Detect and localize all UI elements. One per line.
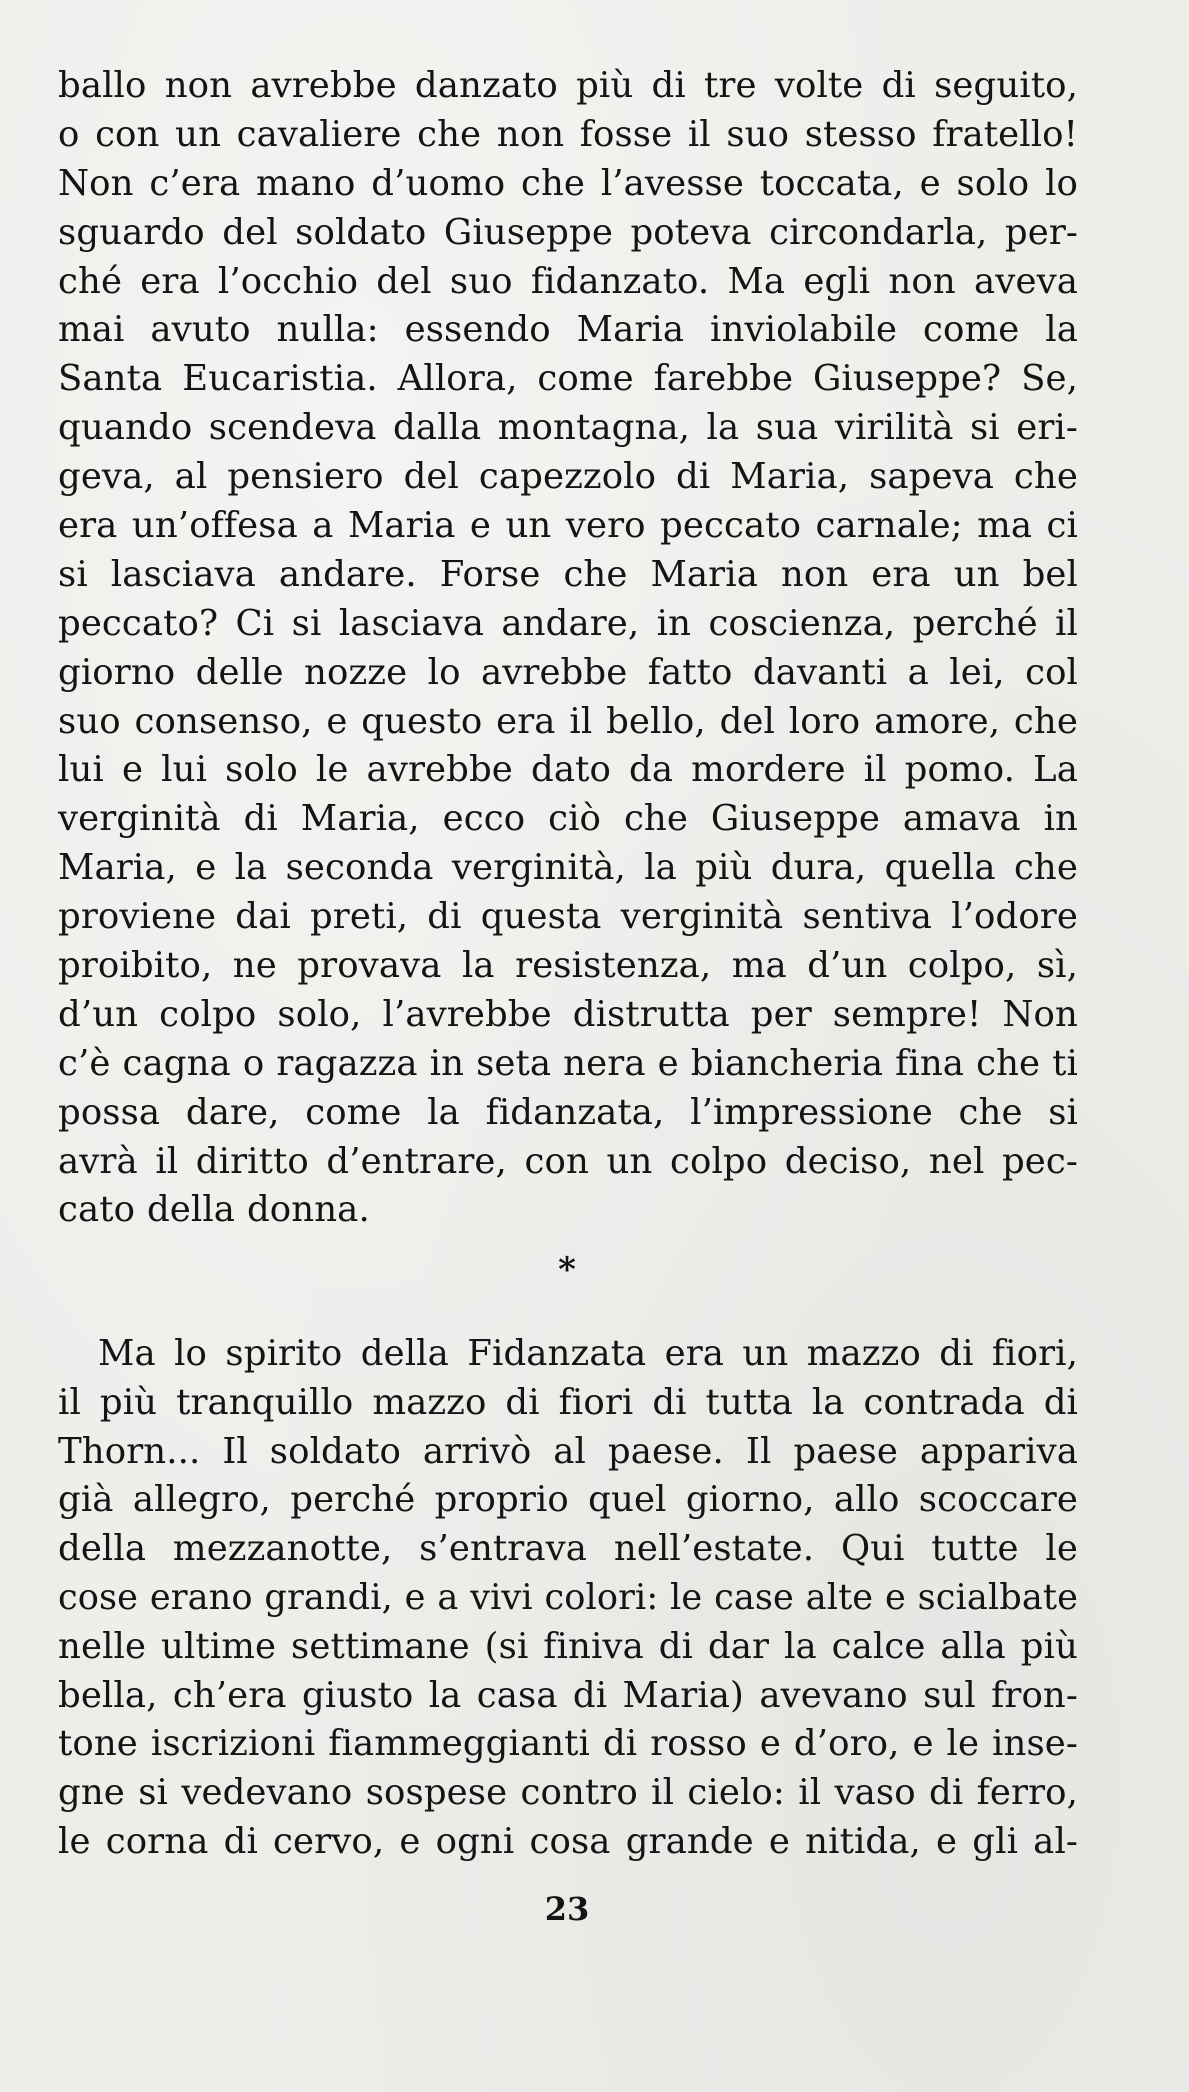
text-line: Maria, e la seconda verginità, la più dura, quella che [58,847,1078,889]
text-line: Non c’era mano d’uomo che l’avesse toccata, e solo lo [58,162,1078,204]
text-line: avrà il diritto d’entrare, con un colpo deciso, nel pec- [58,1140,1078,1182]
text-line: lui e lui solo le avrebbe dato da mordere il pomo. La [58,749,1078,791]
page-number: 23 [544,1890,590,1928]
text-line: tone iscrizioni fiammeggianti di rosso e d’oro, e le inse- [58,1723,1078,1765]
text-line: possa dare, come la fidanzata, l’impressione che si [58,1091,1078,1133]
text-line: Santa Eucaristia. Allora, come farebbe Giuseppe? Se, [58,358,1078,400]
text-line: il più tranquillo mazzo di fiori di tutta la contrada di [58,1381,1078,1423]
text-line: bella, ch’era giusto la casa di Maria) avevano sul fron- [58,1674,1078,1716]
text-line: o con un cavaliere che non fosse il suo stesso fratello! [58,113,1078,155]
text-line: ballo non avrebbe danzato più di tre volte di seguito, [58,65,1078,106]
text-line: gne si vedevano sospese contro il cielo: il vaso di ferro, [58,1772,1078,1814]
text-line: mai avuto nulla: essendo Maria inviolabile come la [58,309,1078,351]
text-line: cato della donna. [58,1189,370,1231]
text-line: era un’offesa a Maria e un vero peccato carnale; ma ci [58,505,1078,547]
text-line: cose erano grandi, e a vivi colori: le case alte e scialbate [58,1576,1078,1618]
text-line: si lasciava andare. Forse che Maria non era un bel [58,553,1078,595]
text-line: quando scendeva dalla montagna, la sua virilità si eri- [58,407,1078,449]
section-separator: * [558,1250,576,1290]
text-line: Ma lo spirito della Fidanzata era un mazzo di fiori, [98,1333,1078,1374]
text-line: nelle ultime settimane (si finiva di dar la calce alla più [58,1625,1078,1667]
text-line: c’è cagna o ragazza in seta nera e biancheria fina che ti [58,1042,1078,1084]
text-line: verginità di Maria, ecco ciò che Giuseppe amava in [58,798,1078,840]
paragraph-1 [58,62,1078,1235]
text-line: d’un colpo solo, l’avrebbe distrutta per sempre! Non [58,993,1078,1035]
text-line: della mezzanotte, s’entrava nell’estate. Qui tutte le [58,1528,1078,1570]
text-line: peccato? Ci si lasciava andare, in coscienza, perché il [58,602,1078,644]
text-line: ché era l’occhio del suo fidanzato. Ma egli non aveva [58,260,1078,302]
text-line: giorno delle nozze lo avrebbe fatto davanti a lei, col [58,651,1078,693]
text-line: sguardo del soldato Giuseppe poteva circondarla, per- [58,211,1078,253]
text-line: proibito, ne provava la resistenza, ma d’un colpo, sì, [58,945,1078,987]
text-line: suo consenso, e questo era il bello, del loro amore, che [58,700,1078,742]
text-line: proviene dai preti, di questa verginità sentiva l’odore [58,896,1078,938]
text-line: Thorn... Il soldato arrivò al paese. Il paese appariva [58,1430,1078,1472]
text-line: già allegro, perché proprio quel giorno, allo scoccare [58,1479,1078,1521]
text-line: le corna di cervo, e ogni cosa grande e nitida, e gli al- [58,1820,1078,1862]
paragraph-2 [58,1330,1078,1867]
text-line: geva, al pensiero del capezzolo di Maria, sapeva che [58,456,1078,498]
